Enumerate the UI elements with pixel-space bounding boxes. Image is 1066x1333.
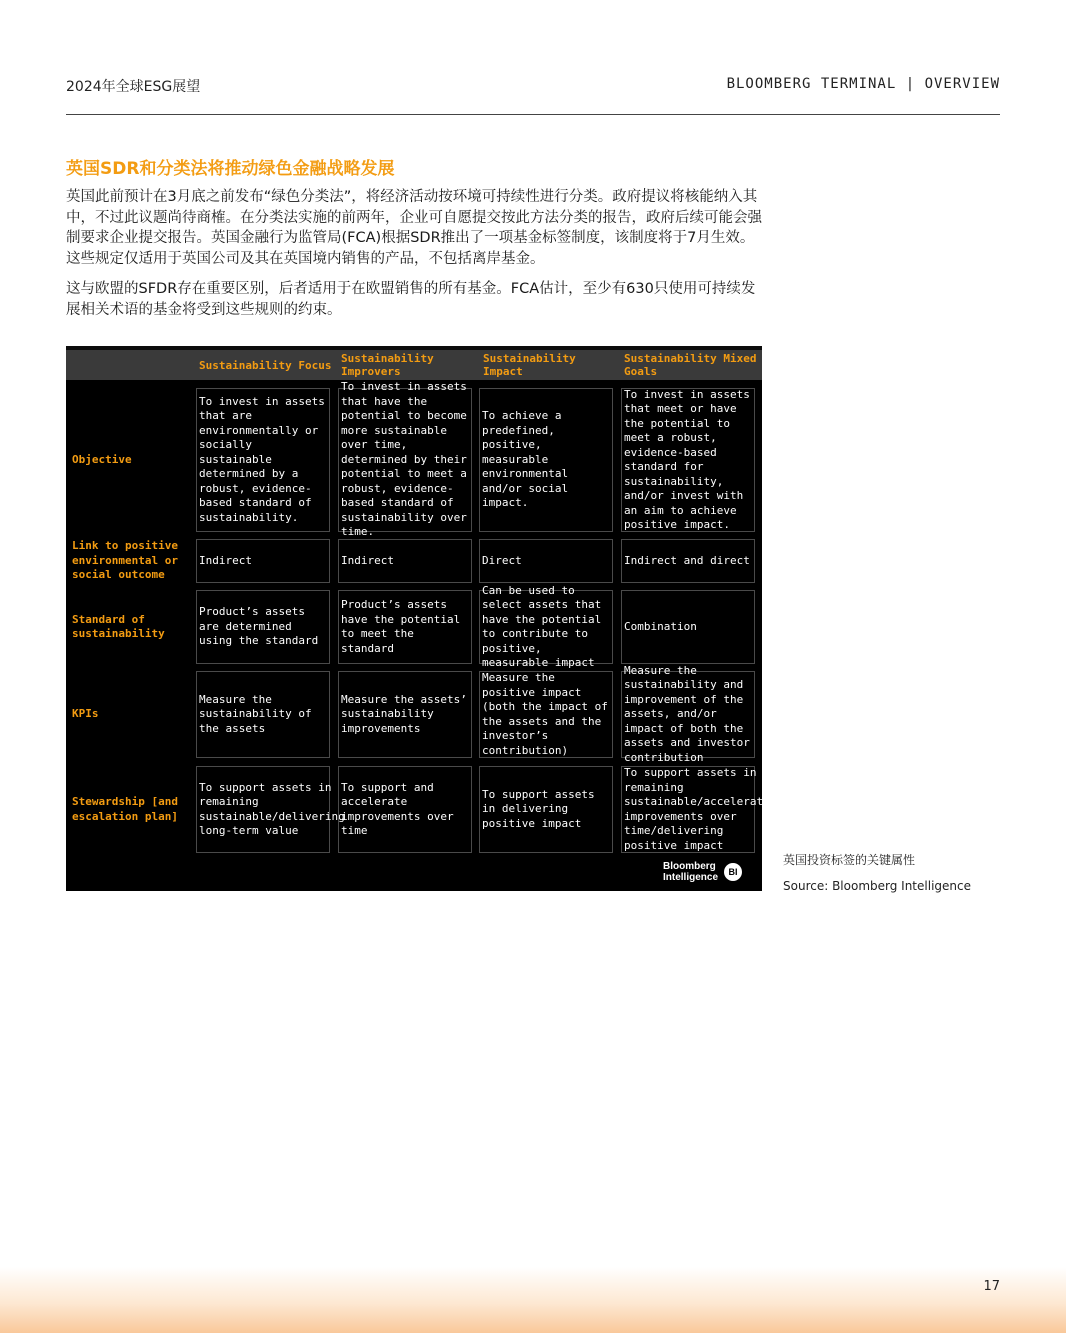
investment-labels-table [66,346,770,891]
page-number: 17 [983,1279,1000,1294]
table-cell: Measure the positive impact (both the impact of the assets and the investor’s contribution) [479,671,613,758]
column-header-mixed-goals: Sustainability Mixed Goals [624,352,757,378]
logo-line-1: Bloomberg [662,861,716,872]
table-cell: Indirect [196,539,330,583]
table-cell: To support assets in delivering positive impact [479,766,613,853]
table-cell: Measure the assets’ sustainability improvements [338,671,472,758]
body-paragraph-1: 英国此前预计在3月底之前发布“绿色分类法”，将经济活动按环境可持续性进行分类。政府提议将核能纳入其中，不过此议题尚待商榷。在分类法实施的前两年，企业可自愿提交按此方法分类的报告，政府后续可能会强制要求企业提交报告。英国金融行为监管局(FCA)根据SDR推出了一项基金标签制度，该制度将于7月生效。这些规定仅适用于英国公司及其在英国境内销售的产品，不包括离岸基金。 [66,189,762,267]
table-cell: To invest in assets that have the potential to become more sustainable over time, determined by their potential to meet a robust, evidence-based standard of sustainability over time. [338,388,472,532]
logo-wordmark [663,861,718,883]
column-header-improvers: Sustainability Improvers [341,352,434,378]
header-divider [66,114,1000,115]
body-paragraph-2: 这与欧盟的SFDR存在重要区别，后者适用于在欧盟销售的所有基金。FCA估计，至少有630只使用可持续发展相关术语的基金将受到这些规则的约束。 [66,281,756,318]
bi-badge-icon: BI [724,863,742,881]
table-cell: To support and accelerate improvements over time [338,766,472,853]
column-header-focus: Sustainability Focus [199,358,332,372]
table-cell: To support assets in remaining sustainable/delivering long-term value [196,766,330,853]
table-cell: Indirect and direct [621,539,755,583]
table-cell: To support assets in remaining sustainable/accelerate improvements over time/delivering positive impact [621,766,755,853]
report-title: 2024年全球ESG展望 [66,79,201,95]
terminal-overview-label: BLOOMBERG TERMINAL | OVERVIEW [726,76,1000,92]
bloomberg-intelligence-logo [663,861,742,883]
logo-line-2: Intelligence [662,872,718,883]
footer-gradient-bar [0,1267,1066,1333]
row-label-kpis: KPIs [72,707,99,721]
table-cell: Direct [479,539,613,583]
table-cell: Measure the sustainability of the assets [196,671,330,758]
table-cell: Product’s assets are determined using the standard [196,590,330,664]
figure-caption: 英国投资标签的关键属性 [783,853,916,867]
table-cell: To invest in assets that meet or have the potential to meet a robust, evidence-based standard for sustainability, and/or invest with an aim to achieve positive impact. [621,388,755,532]
row-label-objective: Objective [72,452,132,466]
column-header-impact: Sustainability Impact [483,352,576,378]
table-cell: Can be used to select assets that have the potential to contribute to positive, measurable impact [479,590,613,664]
table-cell: Product’s assets have the potential to meet the standard [338,590,472,664]
figure-source: Source: Bloomberg Intelligence [783,879,971,893]
section-heading: 英国SDR和分类法将推动绿色金融战略发展 [66,159,395,179]
table-cell: To invest in assets that are environmentally or socially sustainable determined by a robust, evidence-based standard of sustainability. [196,388,330,532]
table-cell: Indirect [338,539,472,583]
row-label-link-to-outcome: Link to positive environmental or social outcome [72,539,178,582]
table-cell: Measure the sustainability and improvement of the assets, and/or impact of both the assets and investor contribution [621,671,755,758]
row-label-stewardship: Stewardship [and escalation plan] [72,795,178,823]
table-cell: Combination [621,590,755,664]
table-cell: To achieve a predefined, positive, measurable environmental and/or social impact. [479,388,613,532]
row-label-standard-of-sustainability: Standard of sustainability [72,612,165,640]
